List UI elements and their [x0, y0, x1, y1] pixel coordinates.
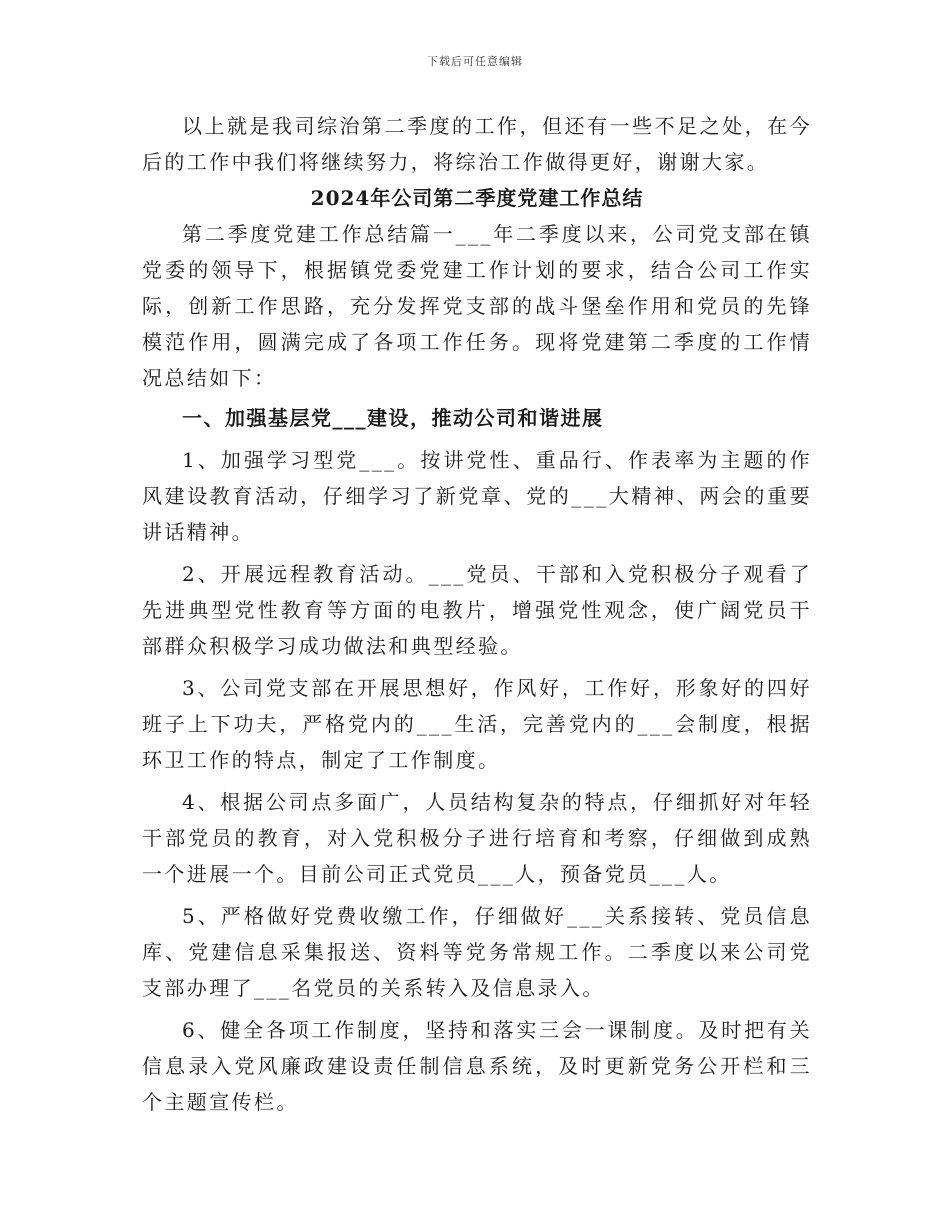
list-item-1: 1、加强学习型党___。按讲党性、重品行、作表率为主题的作风建设教育活动，仔细学习了新党章、党的___大精神、两会的重要讲话精神。 — [142, 448, 812, 544]
list-item-6: 6、健全各项工作制度，坚持和落实三会一课制度。及时把有关信息录入党风廉政建设责任制信息系统，及时更新党务公开栏和三个主题宣传栏。 — [142, 1018, 812, 1114]
intro-paragraph: 以上就是我司综治第二季度的工作，但还有一些不足之处，在今后的工作中我们将继续努力，将综治工作做得更好，谢谢大家。 — [142, 114, 812, 174]
document-body — [142, 108, 812, 1120]
list-item-3: 3、公司党支部在开展思想好，作风好，工作好，形象好的四好班子上下功夫，严格党内的___生活，完善党内的___会制度，根据环卫工作的特点，制定了工作制度。 — [142, 676, 812, 772]
list-item-4: 4、根据公司点多面广，人员结构复杂的特点，仔细抓好对年轻干部党员的教育，对入党积极分子进行培育和考察，仔细做到成熟一个进展一个。目前公司正式党员___人，预备党员___人。 — [142, 790, 812, 886]
document-title: 2024年公司第二季度党建工作总结 — [310, 186, 644, 210]
list-item-5: 5、严格做好党费收缴工作，仔细做好___关系接转、党员信息库、党建信息采集报送、资料等党务常规工作。二季度以来公司党支部办理了___名党员的关系转入及信息录入。 — [142, 904, 812, 1000]
opening-paragraph: 第二季度党建工作总结篇一___年二季度以来，公司党支部在镇党委的领导下，根据镇党委党建工作计划的要求，结合公司工作实际，创新工作思路，充分发挥党支部的战斗堡垒作用和党员的先锋模范作用，圆满完成了各项工作任务。现将党建第二季度的工作情况总结如下： — [142, 222, 812, 390]
list-item-2: 2、开展远程教育活动。___党员、干部和入党积极分子观看了先进典型党性教育等方面的电教片，增强党性观念，使广阔党员干部群众积极学习成功做法和典型经验。 — [142, 562, 812, 658]
section-heading: 一、加强基层党___建设，推动公司和谐进展 — [182, 406, 604, 430]
page-header-note: 下载后可任意编辑 — [427, 55, 523, 68]
